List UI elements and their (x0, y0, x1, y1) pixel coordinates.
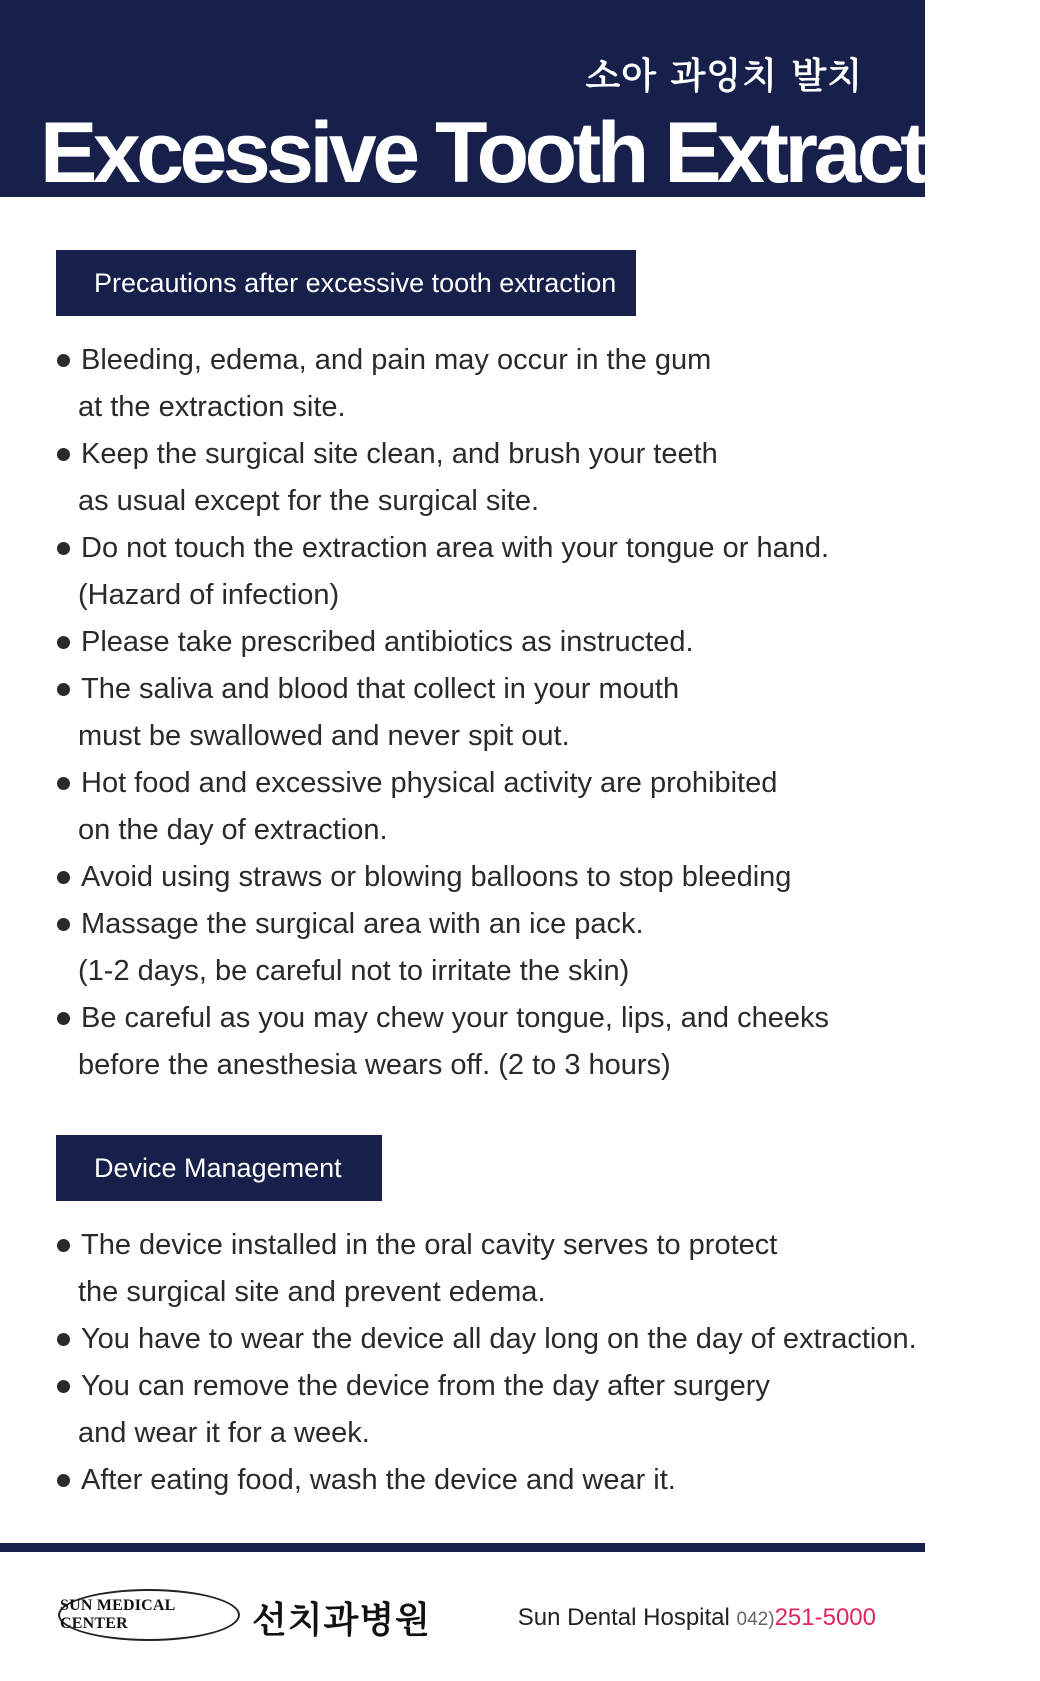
list-item-text: You have to wear the device all day long on the day of extraction. (81, 1323, 917, 1355)
list-item-text: Hot food and excessive physical activity are prohibited (81, 767, 778, 799)
list-item (56, 619, 829, 666)
list-item-text: The saliva and blood that collect in your mouth (81, 673, 680, 705)
list-item-text: Massage the surgical area with an ice pack. (81, 908, 644, 940)
bullet-icon (57, 683, 70, 696)
list-item (56, 995, 829, 1089)
list-item-text: Be careful as you may chew your tongue, lips, and cheeks (81, 1002, 829, 1034)
bullet-icon (57, 636, 70, 649)
bullet-icon (57, 448, 70, 461)
list-item (56, 1363, 917, 1457)
logo-text: SUN MEDICAL CENTER (60, 1597, 175, 1632)
list-item (56, 1457, 917, 1504)
list-item-text: Keep the surgical site clean, and brush your teeth (81, 438, 718, 470)
list-item-text-continued: (Hazard of infection) (78, 579, 340, 611)
korean-hospital-name: 선치과병원 (252, 1600, 431, 1641)
precautions-list (56, 337, 829, 1089)
list-item (56, 901, 829, 995)
bullet-icon (57, 777, 70, 790)
list-item-text-continued: at the extraction site. (78, 391, 346, 423)
list-item (56, 1316, 917, 1363)
area-code: 042) (736, 1609, 775, 1630)
bullet-icon (57, 354, 70, 367)
list-item-text-continued: (1-2 days, be careful not to irritate the skin) (78, 955, 630, 987)
header-banner (0, 0, 1040, 201)
list-item-text: You can remove the device from the day after surgery (81, 1370, 770, 1402)
list-item-text: The device installed in the oral cavity serves to protect (81, 1229, 778, 1261)
hospital-name: Sun Dental Hospital (517, 1604, 730, 1631)
list-item-text: Bleeding, edema, and pain may occur in the gum (81, 344, 712, 376)
list-item (56, 1222, 917, 1316)
list-item-text-continued: must be swallowed and never spit out. (78, 720, 570, 752)
hospital-contact (518, 1604, 876, 1632)
bullet-icon (57, 918, 70, 931)
list-item-text-continued: before the anesthesia wears off. (2 to 3 hours) (78, 1049, 671, 1081)
list-item (56, 854, 829, 901)
phone-number: 251-5000 (774, 1604, 876, 1631)
list-item-text-continued: as usual except for the surgical site. (78, 485, 540, 517)
list-item (56, 760, 829, 854)
bullet-icon (57, 1380, 70, 1393)
korean-subtitle: 소아 과잉치 발치 (585, 56, 863, 97)
list-item-text-continued: and wear it for a week. (78, 1417, 370, 1449)
list-item-text: Please take prescribed antibiotics as instructed. (81, 626, 694, 658)
bullet-icon (57, 1239, 70, 1252)
list-item-text-continued: on the day of extraction. (78, 814, 388, 846)
list-item (56, 666, 829, 760)
sun-medical-center-logo (58, 1589, 240, 1641)
bullet-icon (57, 871, 70, 884)
list-item (56, 525, 829, 619)
bullet-icon (57, 1474, 70, 1487)
bullet-icon (57, 542, 70, 555)
list-item (56, 337, 829, 431)
list-item (56, 431, 829, 525)
bullet-icon (57, 1333, 70, 1346)
list-item-text: Avoid using straws or blowing balloons to stop bleeding (81, 861, 792, 893)
section-heading-precautions: Precautions after excessive tooth extraction (56, 250, 636, 316)
page-title: Excessive Tooth Extraction (40, 105, 1040, 201)
footer-divider (0, 1543, 925, 1552)
list-item-text: Do not touch the extraction area with your tongue or hand. (81, 532, 830, 564)
section-heading-device: Device Management (56, 1135, 382, 1201)
list-item-text: After eating food, wash the device and wear it. (81, 1464, 676, 1496)
device-list (56, 1222, 917, 1504)
list-item-text-continued: the surgical site and prevent edema. (78, 1276, 546, 1308)
bullet-icon (57, 1012, 70, 1025)
